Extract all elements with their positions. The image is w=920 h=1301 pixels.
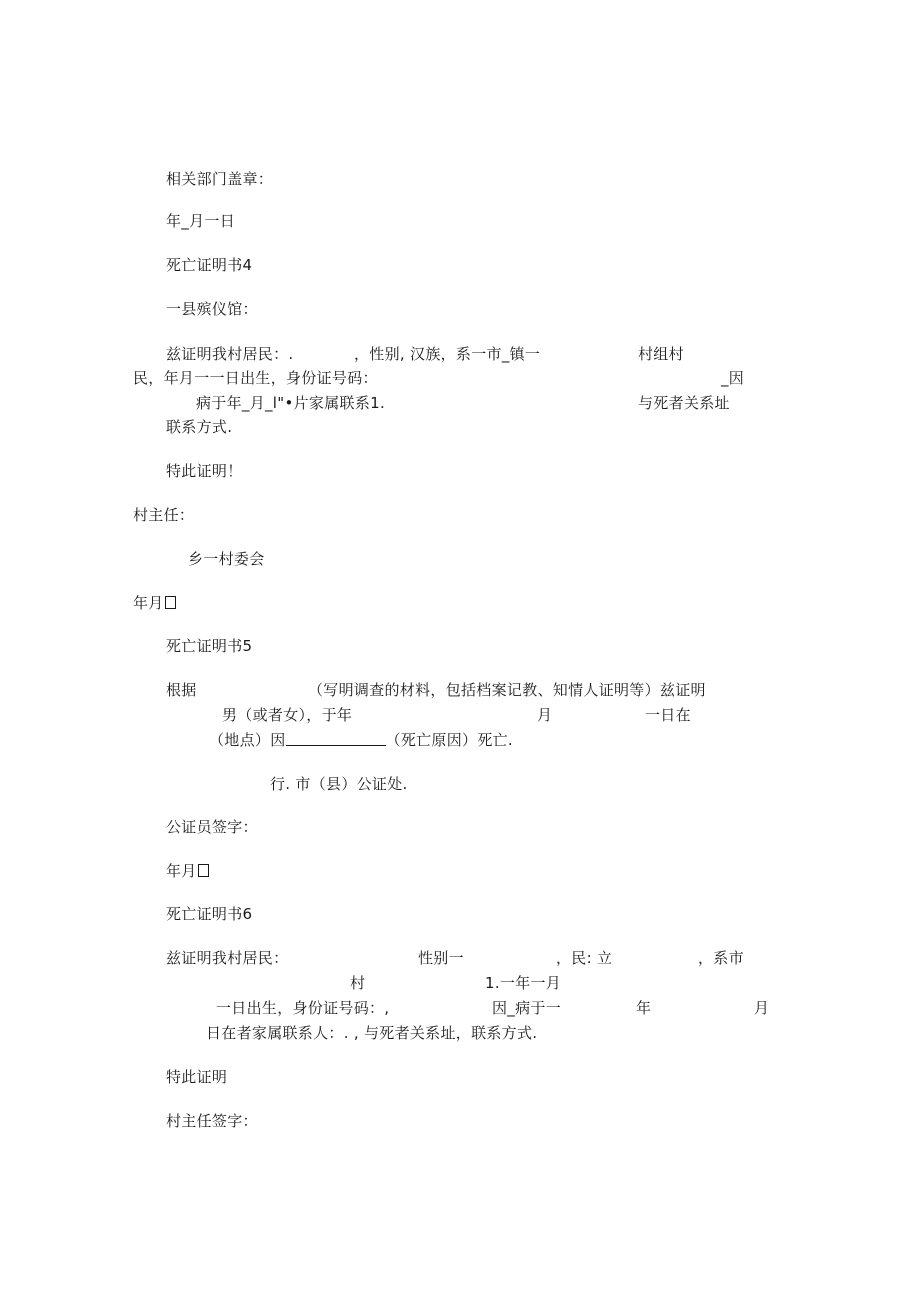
cert6-director-sign: 村主任签字： <box>166 1112 258 1130</box>
cert4-committee: 乡一村委会 <box>188 550 265 568</box>
cert5-line1-b: （写明调查的材料，包括档案记教、知情人证明等）兹证明 <box>308 681 706 699</box>
cert6-line3-d: 月 <box>754 999 770 1017</box>
seal-line: 相关部门盖章： <box>166 170 274 188</box>
cert4-director: 村主任： <box>133 506 195 524</box>
cert5-line3-a: （地点）因 <box>209 731 286 749</box>
cert6-line1-b: 性别一 <box>418 949 464 967</box>
cert6-line1-a: 兹证明我村居民： <box>166 949 289 967</box>
cert5-line2-b: 月 <box>537 706 553 724</box>
cert6-line4: 日在者家属联系人：. , 与死者关系址，联系方式. <box>206 1024 538 1042</box>
cert4-closing: 特此证明！ <box>166 462 243 480</box>
cert6-line1-c: ，民: 立 <box>556 949 613 967</box>
cert5-office: 行. 市（县）公证处. <box>270 775 408 793</box>
cert5-date-text: 年月 <box>166 862 197 880</box>
cert5-notary-sign: 公证员签字： <box>166 818 258 836</box>
cert6-line3-b: 因_病于一 <box>492 999 562 1017</box>
checkbox-square-icon <box>165 596 176 609</box>
cert4-line3-b: 与死者关系址 <box>638 394 730 412</box>
cert4-date-text: 年月 <box>133 594 164 612</box>
blank-underline <box>286 732 386 746</box>
cert5-line2-c: 一日在 <box>645 706 691 724</box>
cert6-line3-c: 年 <box>636 999 652 1017</box>
cert4-line1-c: 村组村 <box>638 345 684 363</box>
cert4-line2-a: 民，年月一一日出生，身份证号码： <box>133 369 378 387</box>
cert5-line3 <box>209 731 513 749</box>
cert6-closing: 特此证明 <box>166 1068 228 1086</box>
cert4-date <box>133 594 176 612</box>
cert6-line2-b: 1.一年一月 <box>485 974 562 992</box>
checkbox-square-icon <box>198 864 209 877</box>
cert4-title: 死亡证明书4 <box>166 256 253 274</box>
cert5-line2-a: 男（或者女），于年 <box>222 706 353 724</box>
cert4-addressee: 一县殡仪馆： <box>166 300 258 318</box>
cert5-line3-b: （死亡原因）死亡. <box>385 731 513 749</box>
cert6-line3-a: 一日出生，身份证号码：, <box>216 999 390 1017</box>
cert4-line1-a: 兹证明我村居民：. <box>166 345 294 363</box>
cert5-line1-a: 根据 <box>166 681 197 699</box>
cert6-title: 死亡证明书6 <box>166 905 253 923</box>
cert4-line1-b: ，性别, 汉族，系一市_镇一 <box>354 345 541 363</box>
date-line: 年_月一日 <box>166 212 236 230</box>
cert4-line4: 联系方式. <box>166 418 233 436</box>
cert5-title: 死亡证明书5 <box>166 637 253 655</box>
cert5-date <box>166 862 209 880</box>
cert4-line3-a: 病于年_月_l"•片家属联系1. <box>196 394 386 412</box>
cert4-line2-b: _因 <box>721 369 745 387</box>
cert6-line2-a: 村 <box>350 974 366 992</box>
cert6-line1-d: ，系市 <box>698 949 744 967</box>
